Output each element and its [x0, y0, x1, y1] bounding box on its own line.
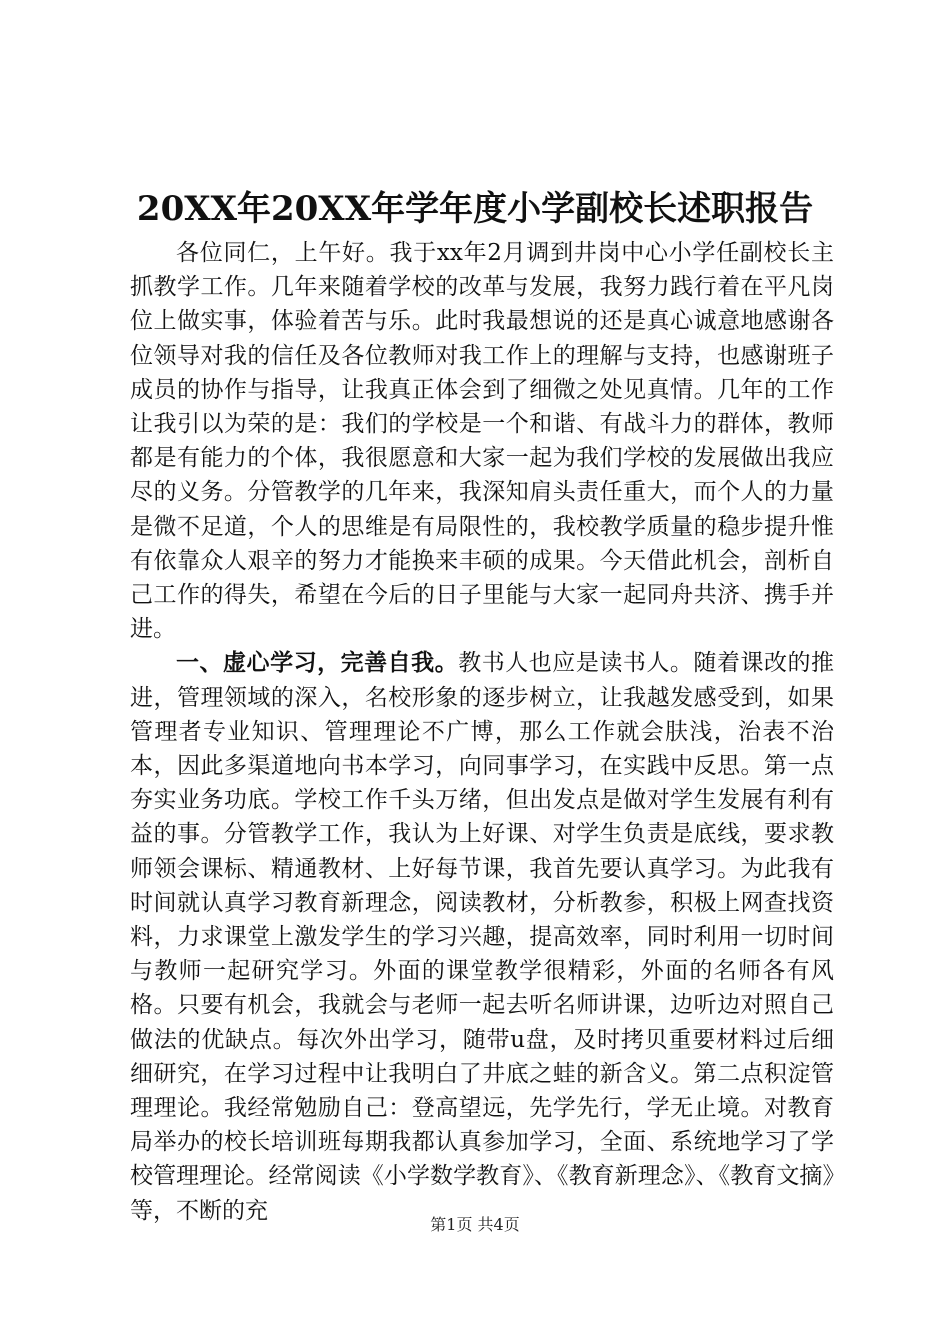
section-1-text: 教书人也应是读书人。随着课改的推进，管理领域的深入，名校形象的逐步树立，让我越发感受到，如果管理者专业知识、管理理论不广博，那么工作就会肤浅，治表不治本，因此多渠道地向书本学习，向同事学习，在实践中反思。第一点夯实业务功底。学校工作千头万绪，但出发点是做对学生发展有利有益的事。分管教学工作，我认为上好课、对学生负责是底线，要求教师领会课标、精通教材、上好每节课，我首先要认真学习。为此我有时间就认真学习教育新理念，阅读教材，分析教参，积极上网查找资料，力求课堂上激发学生的学习兴趣，提高效率，同时利用一切时间与教师一起研究学习。外面的课堂教学很精彩，外面的名师各有风格。只要有机会，我就会与老师一起去听名师讲课，边听边对照自己做法的优缺点。每次外出学习，随带u盘，及时拷贝重要材料过后细细研究，在学习过程中让我明白了井底之蛙的新含义。第二点积淀管理理论。我经常勉励自己：登高望远，先学先行，学无止境。对教育局举办的校长培训班每期我都认真参加学习，全面、系统地学习了学校管理理论。经常阅读《小学数学教育》、《教育新理念》、《教育文摘》等，不断的充	[130, 650, 835, 1224]
document-title: 20XX年20XX年学年度小学副校长述职报告	[136, 189, 814, 229]
section-1-paragraph	[130, 646, 834, 1227]
document-body	[130, 236, 834, 1228]
intro-paragraph: 各位同仁，上午好。我于xx年2月调到井岗中心小学任副校长主抓教学工作。几年来随着学校的改革与发展，我努力践行着在平凡岗位上做实事，体验着苦与乐。此时我最想说的还是真心诚意地感谢各位领导对我的信任及各位教师对我工作上的理解与支持，也感谢班子成员的协作与指导，让我真正体会到了细微之处见真情。几年的工作让我引以为荣的是：我们的学校是一个和谐、有战斗力的群体，教师都是有能力的个体，我很愿意和大家一起为我们学校的发展做出我应尽的义务。分管教学的几年来，我深知肩头责任重大，而个人的力量是微不足道，个人的思维是有局限性的，我校教学质量的稳步提升惟有依靠众人艰辛的努力才能换来丰硕的成果。今天借此机会，剖析自己工作的得失，希望在今后的日子里能与大家一起同舟共济、携手并进。	[130, 240, 834, 643]
section-1-heading: 一、虚心学习，完善自我。	[176, 649, 459, 677]
page-number: 第1页 共4页	[430, 1215, 520, 1234]
